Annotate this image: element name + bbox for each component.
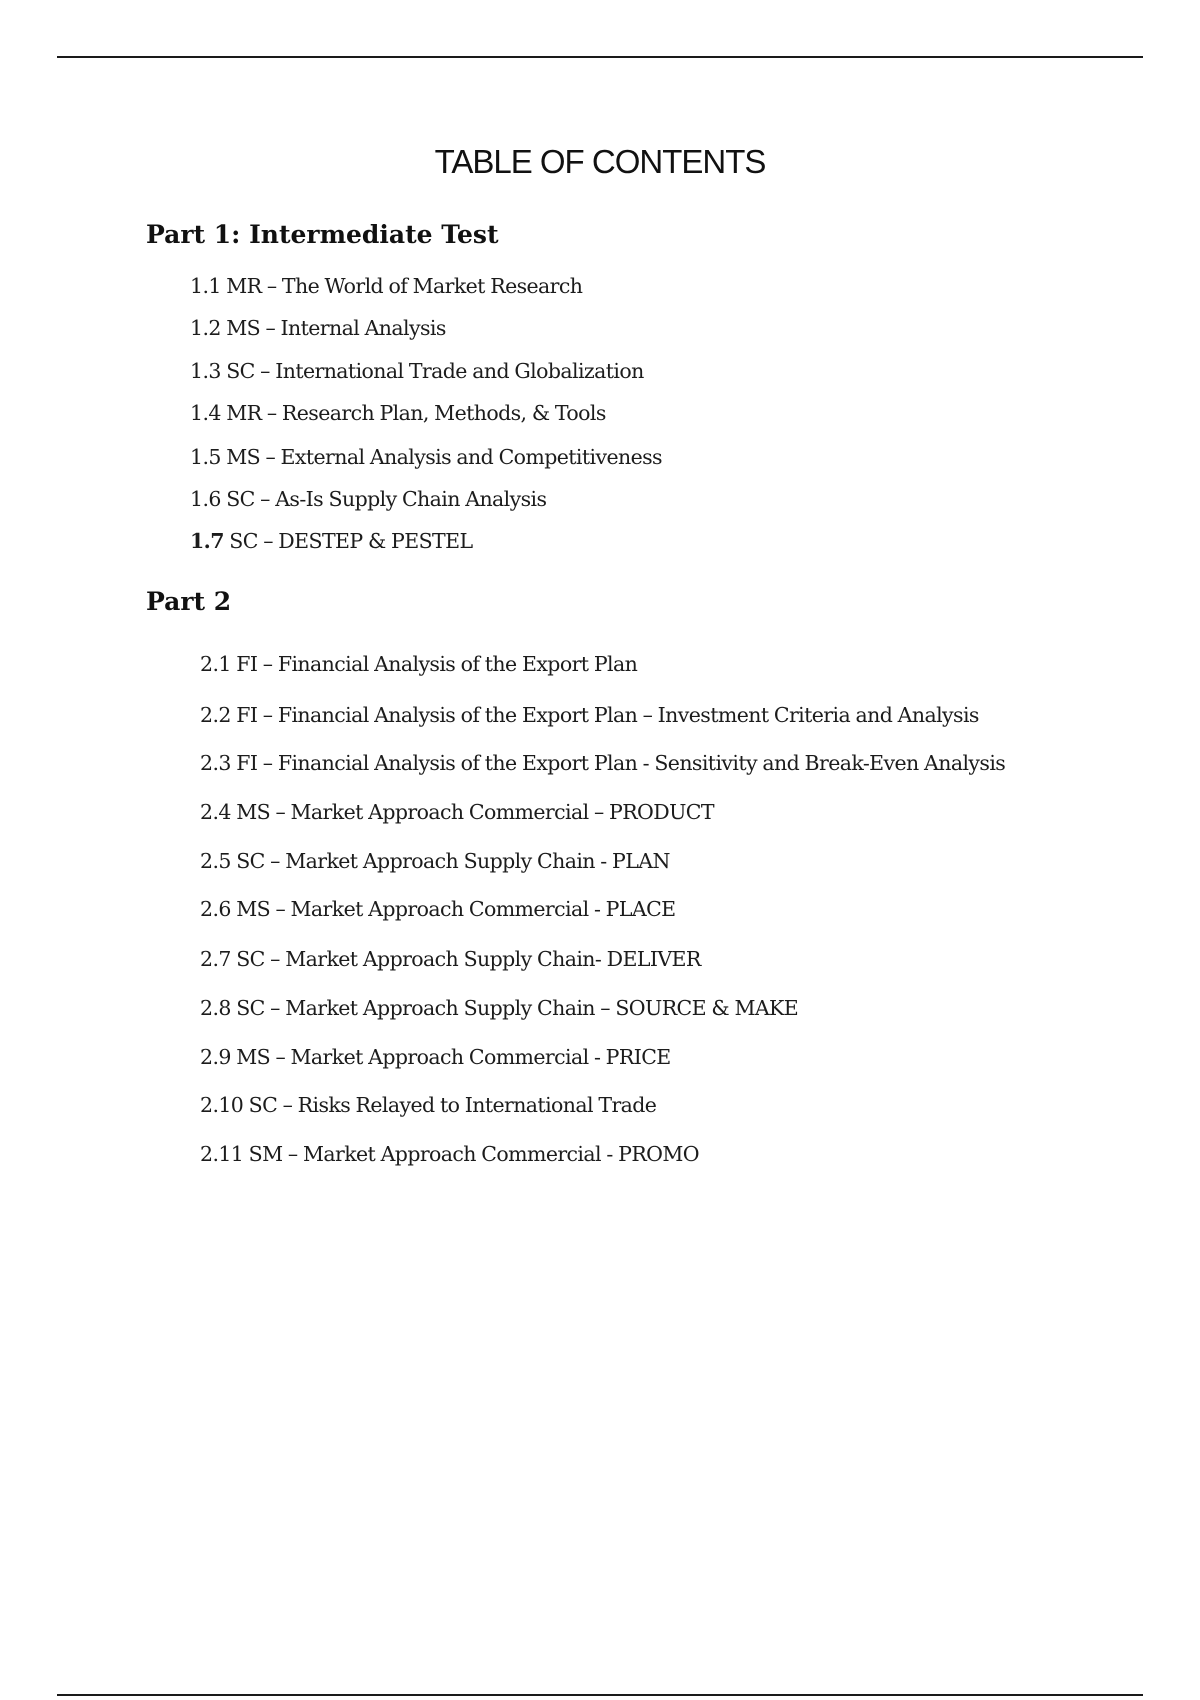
toc-title: TABLE OF CONTENTS [434, 143, 766, 180]
toc-entry-number: 1.7 [190, 529, 224, 553]
toc-entry-1-2[interactable]: 1.2 MS – Internal Analysis [190, 316, 446, 340]
toc-entry-1-5[interactable]: 1.5 MS – External Analysis and Competitiveness [190, 445, 662, 469]
toc-entry-2-6[interactable]: 2.6 MS – Market Approach Commercial - PLACE [200, 897, 676, 921]
toc-entry-2-7[interactable]: 2.7 SC – Market Approach Supply Chain- DELIVER [200, 947, 701, 971]
toc-entry-2-9[interactable]: 2.9 MS – Market Approach Commercial - PRICE [200, 1045, 671, 1069]
toc-entry-2-10[interactable]: 2.10 SC – Risks Relayed to International Trade [200, 1093, 657, 1117]
toc-entry-1-4[interactable]: 1.4 MR – Research Plan, Methods, & Tools [190, 401, 606, 425]
part-1-heading: Part 1: Intermediate Test [146, 220, 499, 249]
toc-entry-1-1[interactable]: 1.1 MR – The World of Market Research [190, 274, 583, 298]
toc-entry-1-3[interactable]: 1.3 SC – International Trade and Globalization [190, 359, 644, 383]
toc-entry-2-1[interactable]: 2.1 FI – Financial Analysis of the Export Plan [200, 652, 638, 676]
toc-entry-1-6[interactable]: 1.6 SC – As-Is Supply Chain Analysis [190, 487, 547, 511]
header-rule [57, 56, 1143, 58]
toc-entry-2-4[interactable]: 2.4 MS – Market Approach Commercial – PRODUCT [200, 800, 714, 824]
toc-entry-2-5[interactable]: 2.5 SC – Market Approach Supply Chain - PLAN [200, 849, 670, 873]
toc-entry-2-11[interactable]: 2.11 SM – Market Approach Commercial - PROMO [200, 1142, 699, 1166]
toc-entry-2-8[interactable]: 2.8 SC – Market Approach Supply Chain – SOURCE & MAKE [200, 996, 799, 1020]
part-2-heading: Part 2 [146, 587, 232, 616]
toc-entry-text: SC – DESTEP & PESTEL [223, 529, 473, 553]
footer-rule [57, 1694, 1143, 1696]
toc-entry-2-3[interactable]: 2.3 FI – Financial Analysis of the Export Plan - Sensitivity and Break-Even Analysis [200, 751, 1006, 775]
toc-entry-1-7[interactable] [190, 529, 473, 553]
toc-entry-2-2[interactable]: 2.2 FI – Financial Analysis of the Export Plan – Investment Criteria and Analysis [200, 703, 979, 727]
